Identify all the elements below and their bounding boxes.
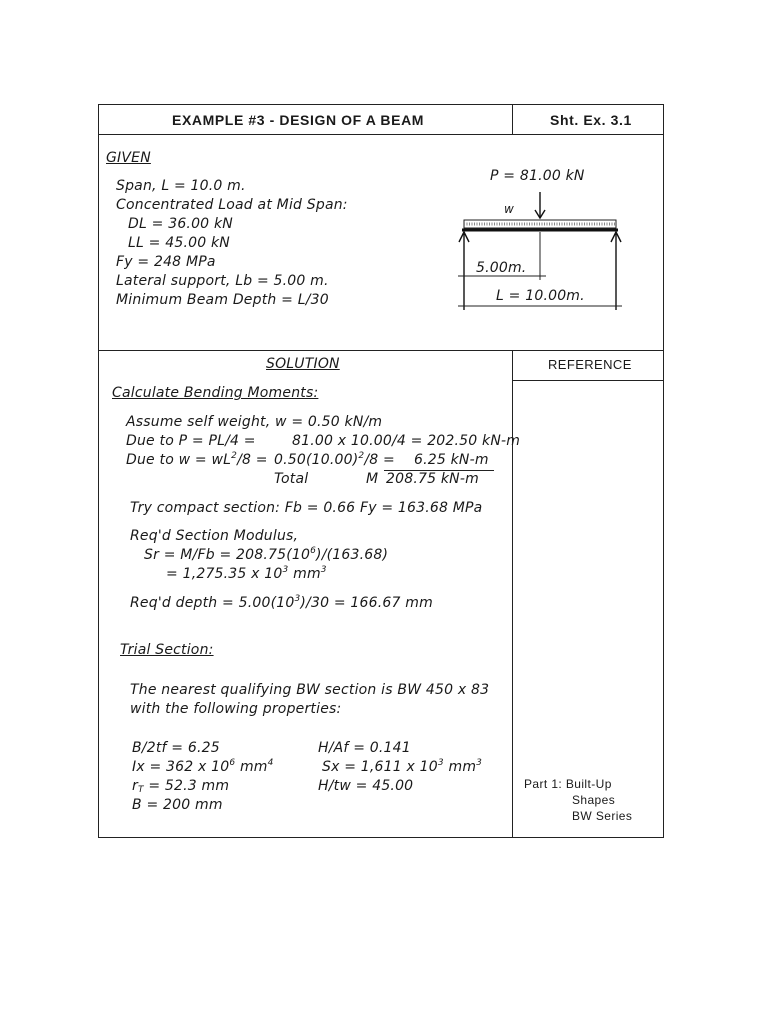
- given-line-fy: Fy = 248 MPa: [116, 254, 216, 270]
- total-moment-value: 208.75 kN-m: [386, 471, 479, 487]
- reference-note-1: Part 1: Built-Up: [524, 777, 612, 791]
- self-weight-line: Assume self weight, w = 0.50 kN/m: [126, 414, 383, 430]
- nearest-section-line-2: with the following properties:: [130, 701, 342, 717]
- prop-rt: $r_T = 52.3$ mm: [132, 778, 230, 795]
- given-line-depth: Minimum Beam Depth = L/30: [116, 292, 329, 308]
- total-label: Total: [274, 471, 309, 487]
- header-divider: [98, 134, 664, 135]
- given-line-lateral: Lateral support, Lb = 5.00 m.: [116, 273, 329, 289]
- bending-heading: Calculate Bending Moments:: [112, 385, 319, 401]
- sr-line-2: = 1,275.35 x $10^3$ $mm^3$: [166, 565, 327, 582]
- solution-heading: SOLUTION: [266, 356, 340, 372]
- compact-section-line: Try compact section: Fb = 0.66 Fy = 163.68 MPa: [130, 500, 483, 516]
- moment-due-w-label: Due to $w = wL^2/8$ =: [126, 451, 268, 468]
- reference-header-divider: [512, 380, 664, 381]
- reference-note-2: Shapes: [572, 793, 616, 807]
- prop-h-af: H/Af = 0.141: [318, 740, 411, 756]
- given-line-span: Span, L = 10.0 m.: [116, 178, 246, 194]
- given-line-load: Concentrated Load at Mid Span:: [116, 197, 348, 213]
- sheet-number: Sht. Ex. 3.1: [550, 112, 632, 128]
- span-label: L = 10.00m.: [496, 288, 585, 304]
- nearest-section-line-1: The nearest qualifying BW section is BW 450 x 83: [130, 682, 490, 698]
- prop-h-tw: H/tw = 45.00: [318, 778, 414, 794]
- trial-section-heading: Trial Section:: [120, 642, 214, 658]
- sheet-title: EXAMPLE #3 - DESIGN OF A BEAM: [172, 112, 425, 128]
- beam-diagram: [450, 160, 650, 330]
- prop-b: B = 200 mm: [132, 797, 223, 813]
- reference-heading: REFERENCE: [548, 357, 632, 372]
- required-depth-line: Req'd depth = $5.00(10^3)/30 = 166.67$ mm: [130, 594, 433, 611]
- given-heading: GIVEN: [106, 150, 151, 166]
- moment-due-p-value: 81.00 x 10.00/4 = 202.50 kN-m: [292, 433, 521, 449]
- point-load-label: P = 81.00 kN: [490, 168, 585, 184]
- prop-sx: Sx = 1,611 x $10^3$ $mm^3$: [322, 758, 483, 775]
- given-divider: [98, 350, 664, 351]
- sr-line-1: $Sr = M/Fb = 208.75(10^6)/(163.68)$: [144, 546, 389, 563]
- reference-column-divider: [512, 350, 513, 838]
- given-line-ll: LL = 45.00 kN: [128, 235, 230, 251]
- moment-due-p-label: Due to P = PL/4 =: [126, 433, 256, 449]
- prop-b-2tf: B/2tf = 6.25: [132, 740, 220, 756]
- distributed-load-label: w: [504, 202, 515, 216]
- header-column-divider: [512, 104, 513, 134]
- half-span-label: 5.00m.: [476, 260, 527, 276]
- reference-note-3: BW Series: [572, 809, 633, 823]
- moment-due-w-expression: $0.50(10.00)^2/8$ =: [274, 451, 395, 468]
- given-line-dl: DL = 36.00 kN: [128, 216, 233, 232]
- section-modulus-heading: Req'd Section Modulus,: [130, 528, 299, 544]
- prop-ix: Ix = 362 x $10^6$ $mm^4$: [132, 758, 274, 775]
- moment-due-w-result: 6.25 kN-m: [414, 452, 489, 468]
- total-m-symbol: M: [366, 471, 379, 487]
